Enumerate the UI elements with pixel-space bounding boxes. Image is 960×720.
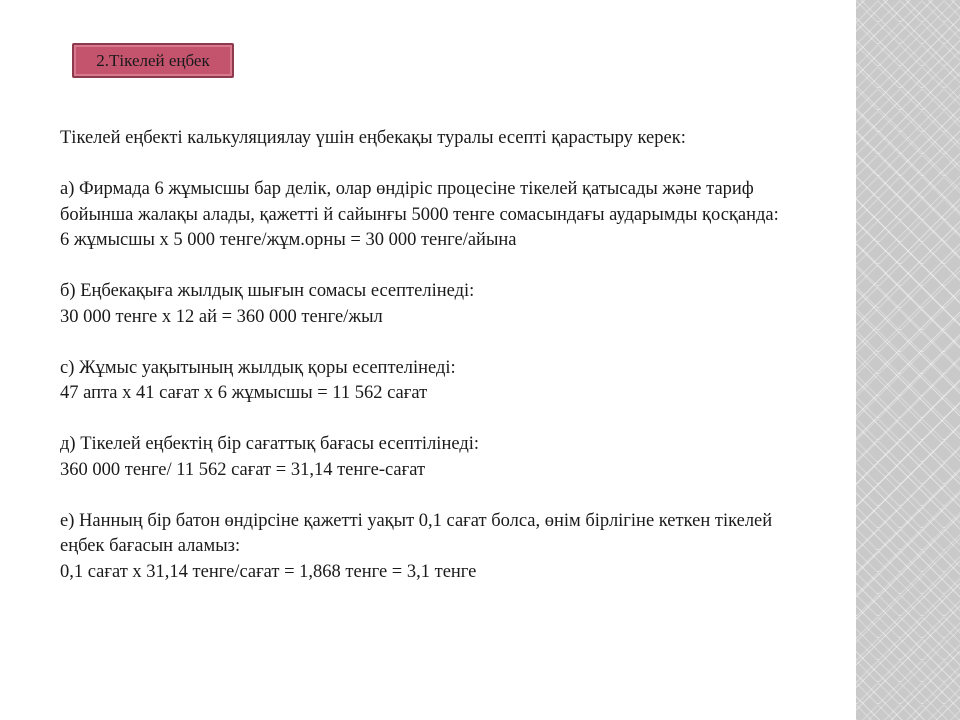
paragraph-e [60,509,850,586]
paragraph-c [60,356,850,407]
paragraph-line: 6 жұмысшы х 5 000 тенге/жұм.орны = 30 000 тенге/айына [60,230,517,250]
paragraph-line: бойынша жалақы алады, қажетті й сайынғы 5000 тенге сомасындағы аударымды қосқанда: [60,204,779,225]
paragraph-line: с) Жұмыс уақытының жылдық қоры есептелінеді: [60,357,456,378]
intro-paragraph: Тікелей еңбекті калькуляциялау үшін еңбекақы туралы есепті қарастыру керек: [60,128,686,148]
paragraph-line: а) Фирмада 6 жұмысшы бар делік, олар өндіріс процесіне тікелей қатысады және тариф [60,179,754,199]
paragraph-line: б) Еңбекақыға жылдық шығын сомасы есептелінеді: [60,281,475,301]
decorative-side-panel [856,0,960,720]
paragraph-line: 47 апта х 41 сағат х 6 жұмысшы = 11 562 сағат [60,383,428,403]
paragraph-a [60,177,850,254]
paragraph-line: еңбек бағасын аламыз: [60,536,241,556]
paragraph-line: 360 000 тенге/ 11 562 сағат = 31,14 тенге-сағат [60,459,426,480]
slide-body [60,126,850,611]
paragraph-line: 30 000 тенге х 12 ай = 360 000 тенге/жыл [60,306,383,327]
paragraph-line: 0,1 сағат х 31,14 тенге/сағат = 1,868 тенге = 3,1 тенге [60,561,477,582]
paragraph-line: е) Нанның бір батон өндірсіне қажетті уақыт 0,1 сағат болса, өнім бірлігіне кеткен тікелей [60,510,773,531]
section-tag: 2.Тікелей еңбек [72,43,234,78]
paragraph-b [60,279,850,330]
paragraph-line: д) Тікелей еңбектің бір сағаттық бағасы есептілінеді: [60,434,480,454]
paragraph-d [60,432,850,483]
